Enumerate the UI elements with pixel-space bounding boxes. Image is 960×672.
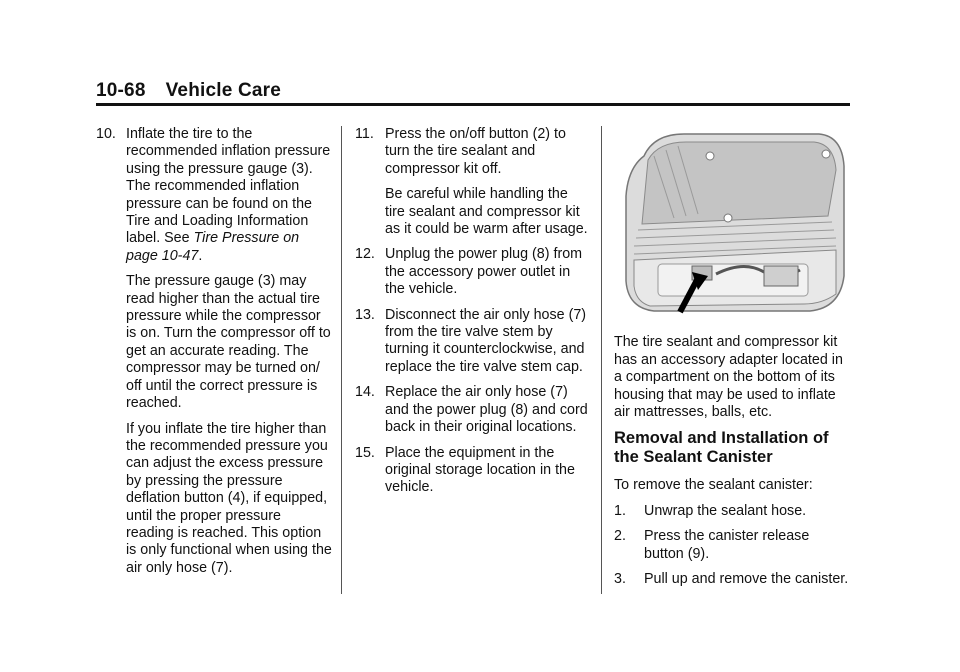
caution-note: Be careful while handling the tire sealant and compressor kit as it could be warm after usage.	[385, 186, 588, 238]
page-number: 10-68	[96, 80, 146, 101]
page-header	[96, 80, 281, 102]
step-14: 14. Replace the air only hose (7) and the power plug (8) and cord back in their original locations.	[355, 384, 588, 436]
compressor-kit-illustration	[614, 126, 850, 321]
step-text: Inflate the tire to the recommended inflation pressure using the pressure gauge (3). The recommended inflation pressure can be found on the Tire and Loading Information label. See	[126, 126, 331, 247]
step-number: 10.	[96, 126, 116, 142]
step-10: 10. Inflate the tire to the recommended inflation pressure using the pressure gauge (3). The recommended inflation pressure can be found on the Tire and Loading Information label. See Tire Pressure on page 10-47.	[96, 126, 331, 264]
paragraph: If you inflate the tire higher than the recommended pressure you can adjust the excess pressure by pressing the pressure deflation button (4), if equipped, until the proper pressure reading is reached. This option is only functional when using the air only hose (7).	[126, 420, 332, 576]
column-divider	[341, 126, 342, 594]
intro-text: To remove the sealant canister:	[614, 477, 813, 494]
paragraph: The pressure gauge (3) may read higher than the actual tire pressure while the compressor is on. Turn the compressor off to get an accurate reading. The compressor may be turned on/ off until the correct pressure is reached.	[126, 273, 331, 412]
section-title: Vehicle Care	[165, 80, 282, 101]
cross-reference-link[interactable]: Tire Pressure on page 10-47	[126, 230, 300, 264]
column-2	[355, 126, 591, 505]
step-2: 2. Press the canister release button (9).	[614, 528, 810, 562]
column-1	[96, 126, 332, 585]
column-3	[614, 126, 850, 596]
step-12: 12. Unplug the power plug (8) from the accessory power outlet in the vehicle.	[355, 246, 583, 298]
step-13: 13. Disconnect the air only hose (7) from the tire valve stem by turning it counterclockwise, and replace the tire valve stem cap.	[355, 306, 587, 375]
step-1: 1. Unwrap the sealant hose.	[614, 502, 807, 519]
column-divider	[601, 126, 602, 594]
step-15: 15. Place the equipment in the original storage location in the vehicle.	[355, 444, 575, 496]
figure-caption: The tire sealant and compressor kit has an accessory adapter located in a compartment on the bottom of its housing that may be used to inflate air mattresses, balls, etc.	[614, 334, 843, 421]
header-rule	[96, 103, 850, 106]
step-11: 11. Press the on/off button (2) to turn the tire sealant and compressor kit off.	[355, 126, 566, 177]
section-heading: Removal and Installation of the Sealant Canister	[614, 429, 829, 467]
step-3: 3. Pull up and remove the canister.	[614, 571, 849, 588]
